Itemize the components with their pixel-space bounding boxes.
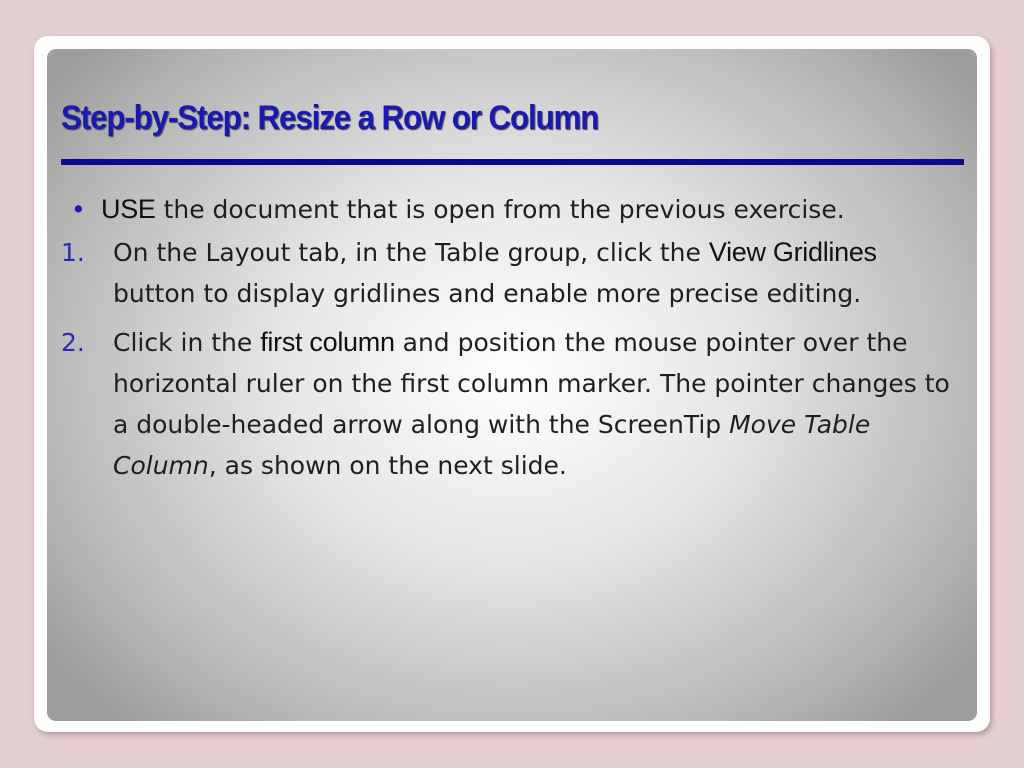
step-2-number: 2.	[61, 328, 85, 357]
step-1	[61, 232, 961, 314]
slide-title: Step-by-Step: Resize a Row or Column	[61, 99, 599, 137]
step-2-text-before: Click in the	[113, 328, 261, 357]
step-1-number: 1.	[61, 238, 85, 267]
title-underline	[61, 159, 964, 165]
step-1-text-after: button to display gridlines and enable more precise editing.	[113, 279, 862, 308]
screentip-name: Move Table Column	[113, 410, 871, 480]
slide-body	[61, 189, 961, 494]
bullet-item-use	[61, 189, 961, 230]
slide	[47, 49, 977, 721]
step-2-text-middle: and position the mouse pointer over the horizontal ruler on the first column marker. The pointer changes to a double-headed arrow along with the ScreenTip	[113, 328, 950, 439]
keyword-use: USE	[101, 194, 156, 224]
step-2-text-after: , as shown on the next slide.	[208, 451, 567, 480]
step-1-text-before: On the Layout tab, in the Table group, click the	[113, 238, 709, 267]
keyword-first-column: first column	[260, 327, 395, 357]
step-2	[61, 322, 961, 486]
bullet-text: the document that is open from the previous exercise.	[155, 195, 845, 224]
keyword-view-gridlines: View Gridlines	[708, 237, 877, 267]
bullet-marker: •	[71, 195, 86, 224]
slide-frame	[34, 36, 990, 732]
